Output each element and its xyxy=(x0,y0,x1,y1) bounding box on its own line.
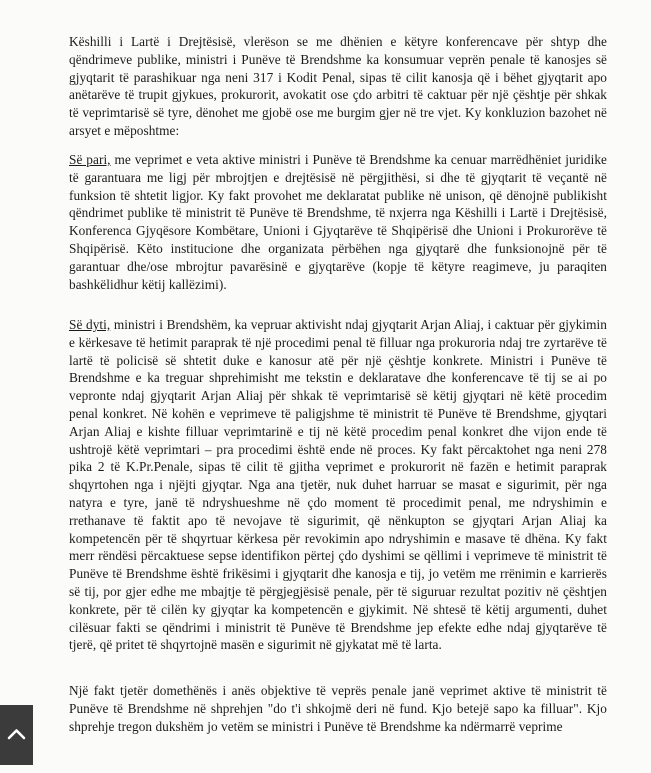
paragraph-3 xyxy=(69,316,607,654)
paragraph-2 xyxy=(69,151,607,293)
scroll-to-top-button[interactable] xyxy=(0,705,33,765)
paragraph-1 xyxy=(69,33,607,140)
paragraph-4 xyxy=(69,682,607,735)
paragraph-2-text: me veprimet e veta aktive ministri i Punëve të Brendshme ka cenuar marrëdhëniet juridike të garantuara me ligj për mbrojtjen e drejtësisë në përgjithësi, si dhe të gjyqtarit të veçantë në funksion të shtetit ligjor. Ky fakt provohet me deklaratat publike në unison, që dënojnë publikisht qëndrimet publike të ministrit të Punëve të Brendshme, të nxjerra nga Këshilli i Lartë i Drejtësisë, Konferenca Gjyqësore Kombëtare, Unioni i Gjyqtarëve të Shqipërisë dhe Unioni i Prokurorëve të Shqipërisë. Këto institucione dhe organizata përbëhen nga gjyqtarë dhe funksionojnë për të garantuar dhe/ose mbrojtur pavarësinë e gjyqtarëve (kopje të këtyre reagimeve, ju paraqiten bashkëlidhur këtij kallëzimi). xyxy=(69,152,607,292)
paragraph-2-lead: Së pari, xyxy=(69,152,111,167)
chevron-up-icon xyxy=(7,727,26,741)
paragraph-3-text: ministri i Brendshëm, ka vepruar aktivisht ndaj gjyqtarit Arjan Aliaj, i caktuar për gjykimin e kërkesave të hetimit paraprak të një procedimi penal të filluar nga prokuroria ndaj tre zyrtarëve të lartë të policisë së shtetit duke e kanosur atë për një çështje konkrete. Ministri i Punëve të Brendshme e ka treguar shprehimisht me tekstin e deklaratave dhe konferencave të tij se ai po vepronte ndaj gjyqtarit Arjan Aliaj për shkak të veprimtarisë së këtij gjyqtari në këtë procedim penal konkret. Në kohën e veprimeve të paligjshme të ministrit të Punëve të Brendshme, gjyqtari Arjan Aliaj e kishte filluar veprimtarinë e tij në këtë procedim penal konkret dhe vijon ende të ushtrojë këtë veprimtari – pra procedimi është ende në proces. Ky fakt përcaktohet nga neni 278 pika 2 të K.Pr.Penale, sipas të cilit të gjitha veprimet e prokurorit në fazën e hetimit paraprak shqyrtohen nga i njëjti gjyqtar. Nga ana tjetër, nuk duhet harruar se masat e sigurimit, për nga natyra e tyre, janë të ndryshueshme në çdo moment të procedimit penal, me ndryshimin e rrethanave të faktit apo të nevojave të sigurimit, që nënkupton se gjyqtari Arjan Aliaj ka kompetencën për të shqyrtuar kërkesa për revokimin apo ndryshimin e masave të dhëna. Ky fakt merr rëndësi përcaktuese sepse identifikon përtej çdo dyshimi se qëllimi i veprimeve të ministrit të Punëve të Brendshme është frikësimi i gjyqtarit dhe kanosja e tij, jo vetëm me rrënimin e karrierës së tij, por gjer edhe me mbajtje të përgjegjësisë penale, për të siguruar rezultat pozitiv në çështjen konkrete, për të cilën ky gjyqtar ka kompetencën e gjykimit. Në shtesë të këtij argumenti, duhet cilësuar fakti se qëndrimi i ministrit të Punëve të Brendshme jep efekte edhe ndaj gjyqtarëve të tjerë, që pritet të shqyrtojnë masën e sigurimit në gjykatat më të larta. xyxy=(69,317,607,653)
paragraph-4-text: Një fakt tjetër domethënës i anës objektive të veprës penale janë veprimet aktive të ministrit të Punëve të Brendshme në shprehjen "do t'i shkojmë deri në fund. Kjo betejë sapo ka filluar". Kjo shprehje tregon dukshëm jo vetëm se ministri i Punëve të Brendshme ka ndërmarrë veprime xyxy=(69,683,607,734)
paragraph-3-lead: Së dyti, xyxy=(69,317,111,332)
paragraph-1-text: Këshilli i Lartë i Drejtësisë, vlerëson se me dhënien e këtyre konferencave për shtyp dhe qëndrimeve publike, ministri i Punëve të Brendshme ka konsumuar veprën penale të kanosjes së gjyqtarit të parashikuar nga neni 317 i Kodit Penal, sipas të cilit kanosja që i bëhet gjyqtarit apo anëtarëve të trupit gjykues, prokurorit, avokatit ose çdo arbitri të caktuar për një çështje për shkak të veprimtarisë së tyre, dënohet me gjobë ose me burgim gjer në tre vjet. Ky konkluzion bazohet në arsyet e mëposhtme: xyxy=(69,34,607,138)
